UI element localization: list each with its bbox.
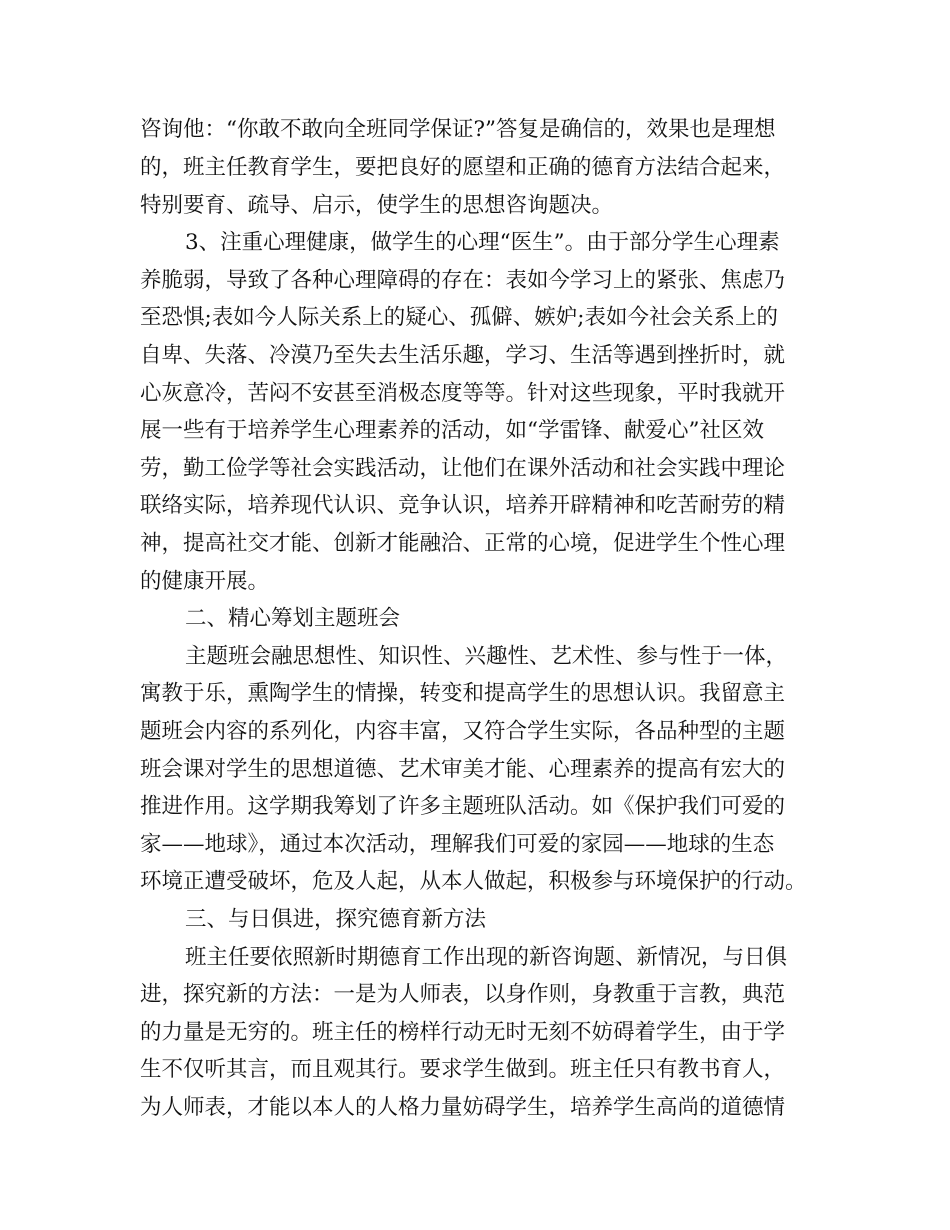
text-line: 养脆弱，导致了各种心理障碍的存在：表如今学习上的紧张、焦虑乃 bbox=[140, 268, 786, 293]
paragraph-first-line: 班主任要依照新时期德育工作出现的新咨询题、新情况，与日俱 bbox=[185, 945, 788, 970]
text-line: 的力量是无穷的。班主任的榜样行动无时无刻不妨碍着学生，由于学 bbox=[140, 1020, 786, 1045]
paragraph-first-line: 主题班会融思想性、知识性、兴趣性、艺术性、参与性于一体， bbox=[185, 644, 788, 669]
text-line: 的健康开展。 bbox=[140, 569, 270, 594]
text-line: 生不仅听其言，而且观其行。要求学生做到。班主任只有教书育人， bbox=[140, 1057, 786, 1082]
text-line: 寓教于乐，熏陶学生的情操，转变和提高学生的思想认识。我留意主 bbox=[140, 681, 786, 706]
section-heading: 二、精心筹划主题班会 bbox=[185, 606, 401, 631]
text-line: 劳，勤工俭学等社会实践活动，让他们在课外活动和社会实践中理论 bbox=[140, 456, 786, 481]
text-line: 特别要育、疏导、启示，使学生的思想咨询题决。 bbox=[140, 193, 614, 218]
text-line: 环境正遭受破坏，危及人起，从本人做起，积极参与环境保护的行动。 bbox=[140, 869, 807, 894]
paragraph-first-line: 3、注重心理健康，做学生的心理“医生”。由于部分学生心理素 bbox=[185, 230, 780, 255]
text-line: 咨询他：“你敢不敢向全班同学保证?”答复是确信的，效果也是理想 bbox=[140, 117, 776, 142]
text-line: 的，班主任教育学生，要把良好的愿望和正确的德育方法结合起来， bbox=[140, 155, 786, 180]
text-line: 家——地球》，通过本次活动，理解我们可爱的家园——地球的生态 bbox=[140, 832, 775, 857]
text-line: 联络实际，培养现代认识、竞争认识，培养开辟精神和吃苦耐劳的精 bbox=[140, 493, 786, 518]
text-line: 自卑、失落、冷漠乃至失去生活乐趣，学习、生活等遇到挫折时，就 bbox=[140, 343, 786, 368]
section-heading: 三、与日俱进，探究德育新方法 bbox=[185, 907, 487, 932]
text-line: 心灰意冷，苦闷不安甚至消极态度等等。针对这些现象，平时我就开 bbox=[140, 381, 786, 406]
text-line: 展一些有于培养学生心理素养的活动，如“学雷锋、献爱心”社区效 bbox=[140, 418, 764, 443]
text-line: 神，提高社交才能、创新才能融洽、正常的心境，促进学生个性心理 bbox=[140, 531, 786, 556]
text-line: 题班会内容的系列化，内容丰富，又符合学生实际，各品种型的主题 bbox=[140, 719, 786, 744]
text-line: 至恐惧;表如今人际关系上的疑心、孤僻、嫉妒;表如今社会关系上的 bbox=[140, 305, 778, 330]
text-line: 班会课对学生的思想道德、艺术审美才能、心理素养的提高有宏大的 bbox=[140, 757, 786, 782]
text-line: 进，探究新的方法：一是为人师表，以身作则，身教重于言教，典范 bbox=[140, 982, 786, 1007]
text-line: 推进作用。这学期我筹划了许多主题班队活动。如《保护我们可爱的 bbox=[140, 794, 786, 819]
text-line: 为人师表，才能以本人的人格力量妨碍学生，培养学生高尚的道德情 bbox=[140, 1095, 786, 1120]
